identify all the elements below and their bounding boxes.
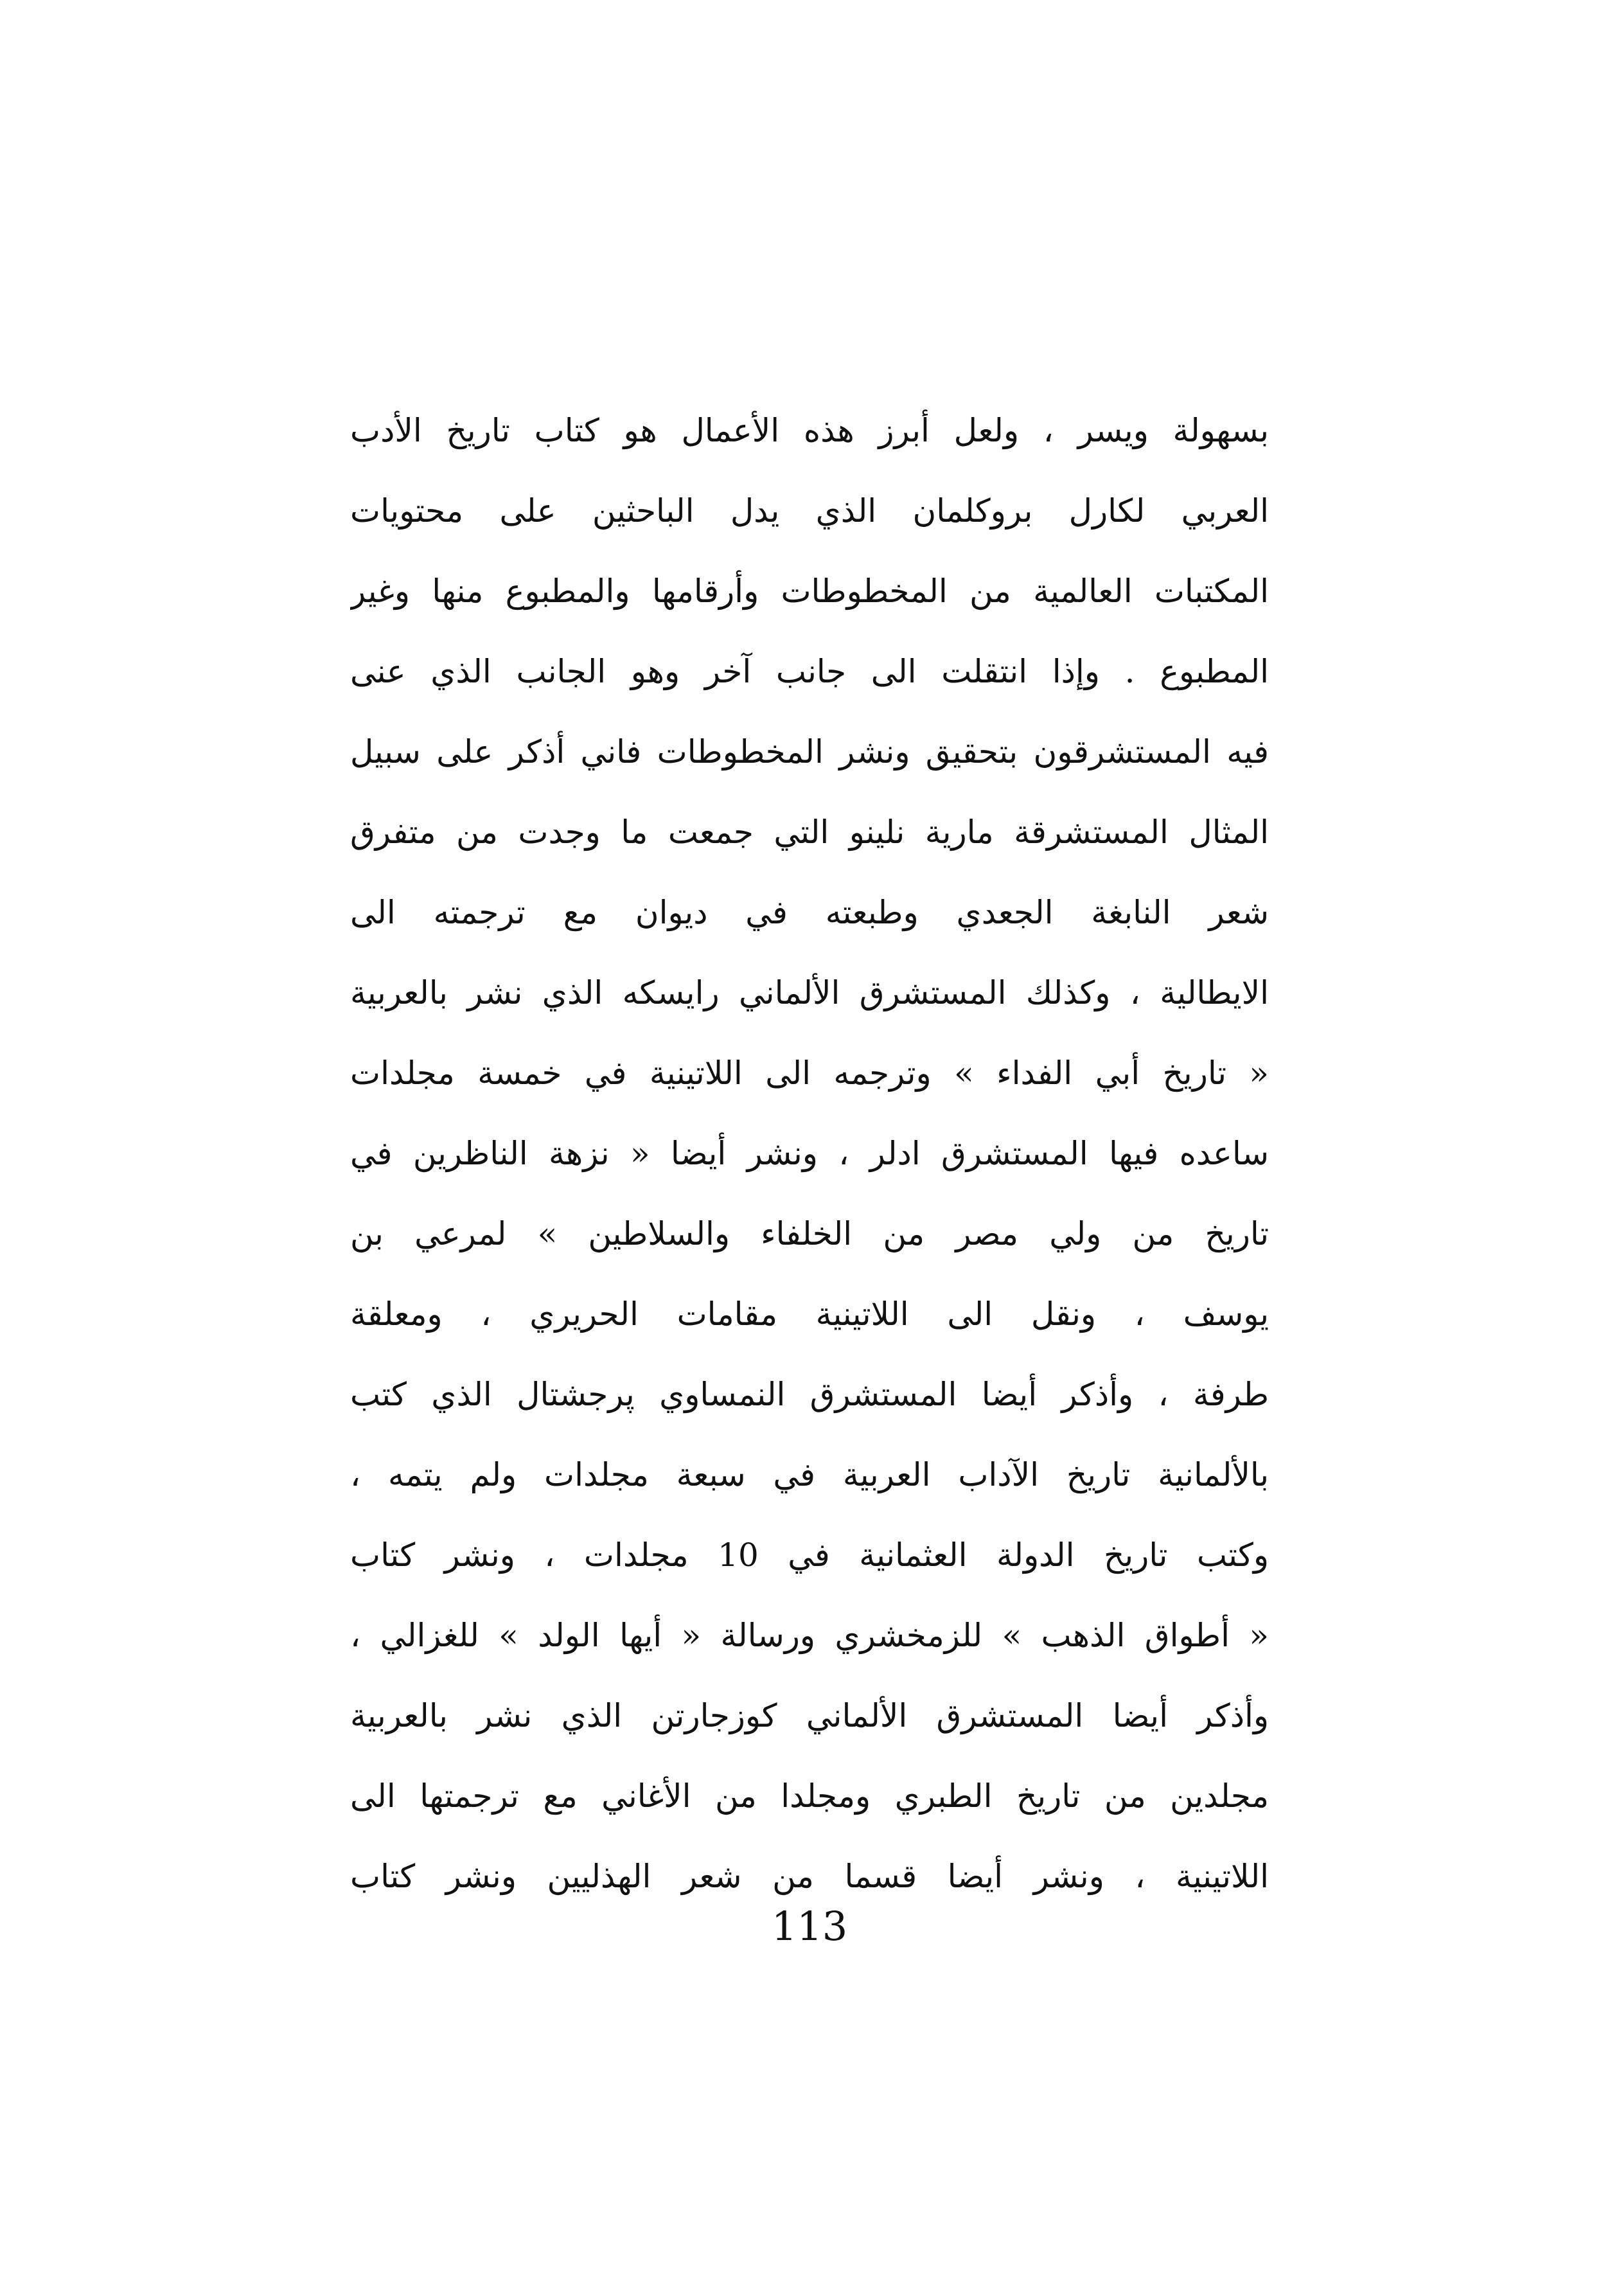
text-line: اللاتينية ، ونشر أيضا قسما من شعر الهذليين ونشر كتاب: [350, 1858, 1269, 1895]
text-line: الايطالية ، وكذلك المستشرق الألماني رايسكه الذي نشر بالعربية: [350, 974, 1269, 1011]
text-line: المثال المستشرقة مارية نلينو التي جمعت ما وجدت من متفرق: [350, 814, 1269, 851]
text-line: المكتبات العالمية من المخطوطات وأرقامها والمطبوع منها وغير: [350, 573, 1269, 610]
text-line: طرفة ، وأذكر أيضا المستشرق النمساوي پرجشتال الذي كتب: [350, 1376, 1269, 1413]
text-line: بسهولة ويسر ، ولعل أبرز هذه الأعمال هو كتاب تاريخ الأدب: [350, 412, 1269, 449]
text-line: وأذكر أيضا المستشرق الألماني كوزجارتن الذي نشر بالعربية: [350, 1697, 1269, 1734]
text-line: ساعده فيها المستشرق ادلر ، ونشر أيضا « نزهة الناظرين في: [350, 1135, 1269, 1172]
text-line: تاريخ من ولي مصر من الخلفاء والسلاطين » لمرعي بن: [350, 1215, 1269, 1252]
text-line: مجلدين من تاريخ الطبري ومجلدا من الأغاني مع ترجمتها الى: [350, 1777, 1269, 1815]
body-text: [350, 391, 1269, 1917]
text-line: العربي لكارل بروكلمان الذي يدل الباحثين على محتويات: [350, 492, 1269, 530]
text-line: « تاريخ أبي الفداء » وترجمه الى اللاتينية في خمسة مجلدات: [350, 1055, 1269, 1092]
text-line: شعر النابغة الجعدي وطبعته في ديوان مع ترجمته الى: [350, 894, 1269, 931]
text-line: المطبوع . وإذا انتقلت الى جانب آخر وهو الجانب الذي عنى: [350, 653, 1269, 690]
text-line: « أطواق الذهب » للزمخشري ورسالة « أيها الولد » للغزالي ،: [350, 1617, 1269, 1654]
text-line: بالألمانية تاريخ الآداب العربية في سبعة مجلدات ولم يتمه ،: [350, 1456, 1269, 1493]
text-line: فيه المستشرقون بتحقيق ونشر المخطوطات فاني أذكر على سبيل: [350, 733, 1269, 770]
text-line: وكتب تاريخ الدولة العثمانية في 10 مجلدات ، ونشر كتاب: [350, 1536, 1269, 1574]
text-line: يوسف ، ونقل الى اللاتينية مقامات الحريري ، ومعلقة: [350, 1295, 1269, 1333]
page-number: 113: [771, 1903, 848, 1950]
